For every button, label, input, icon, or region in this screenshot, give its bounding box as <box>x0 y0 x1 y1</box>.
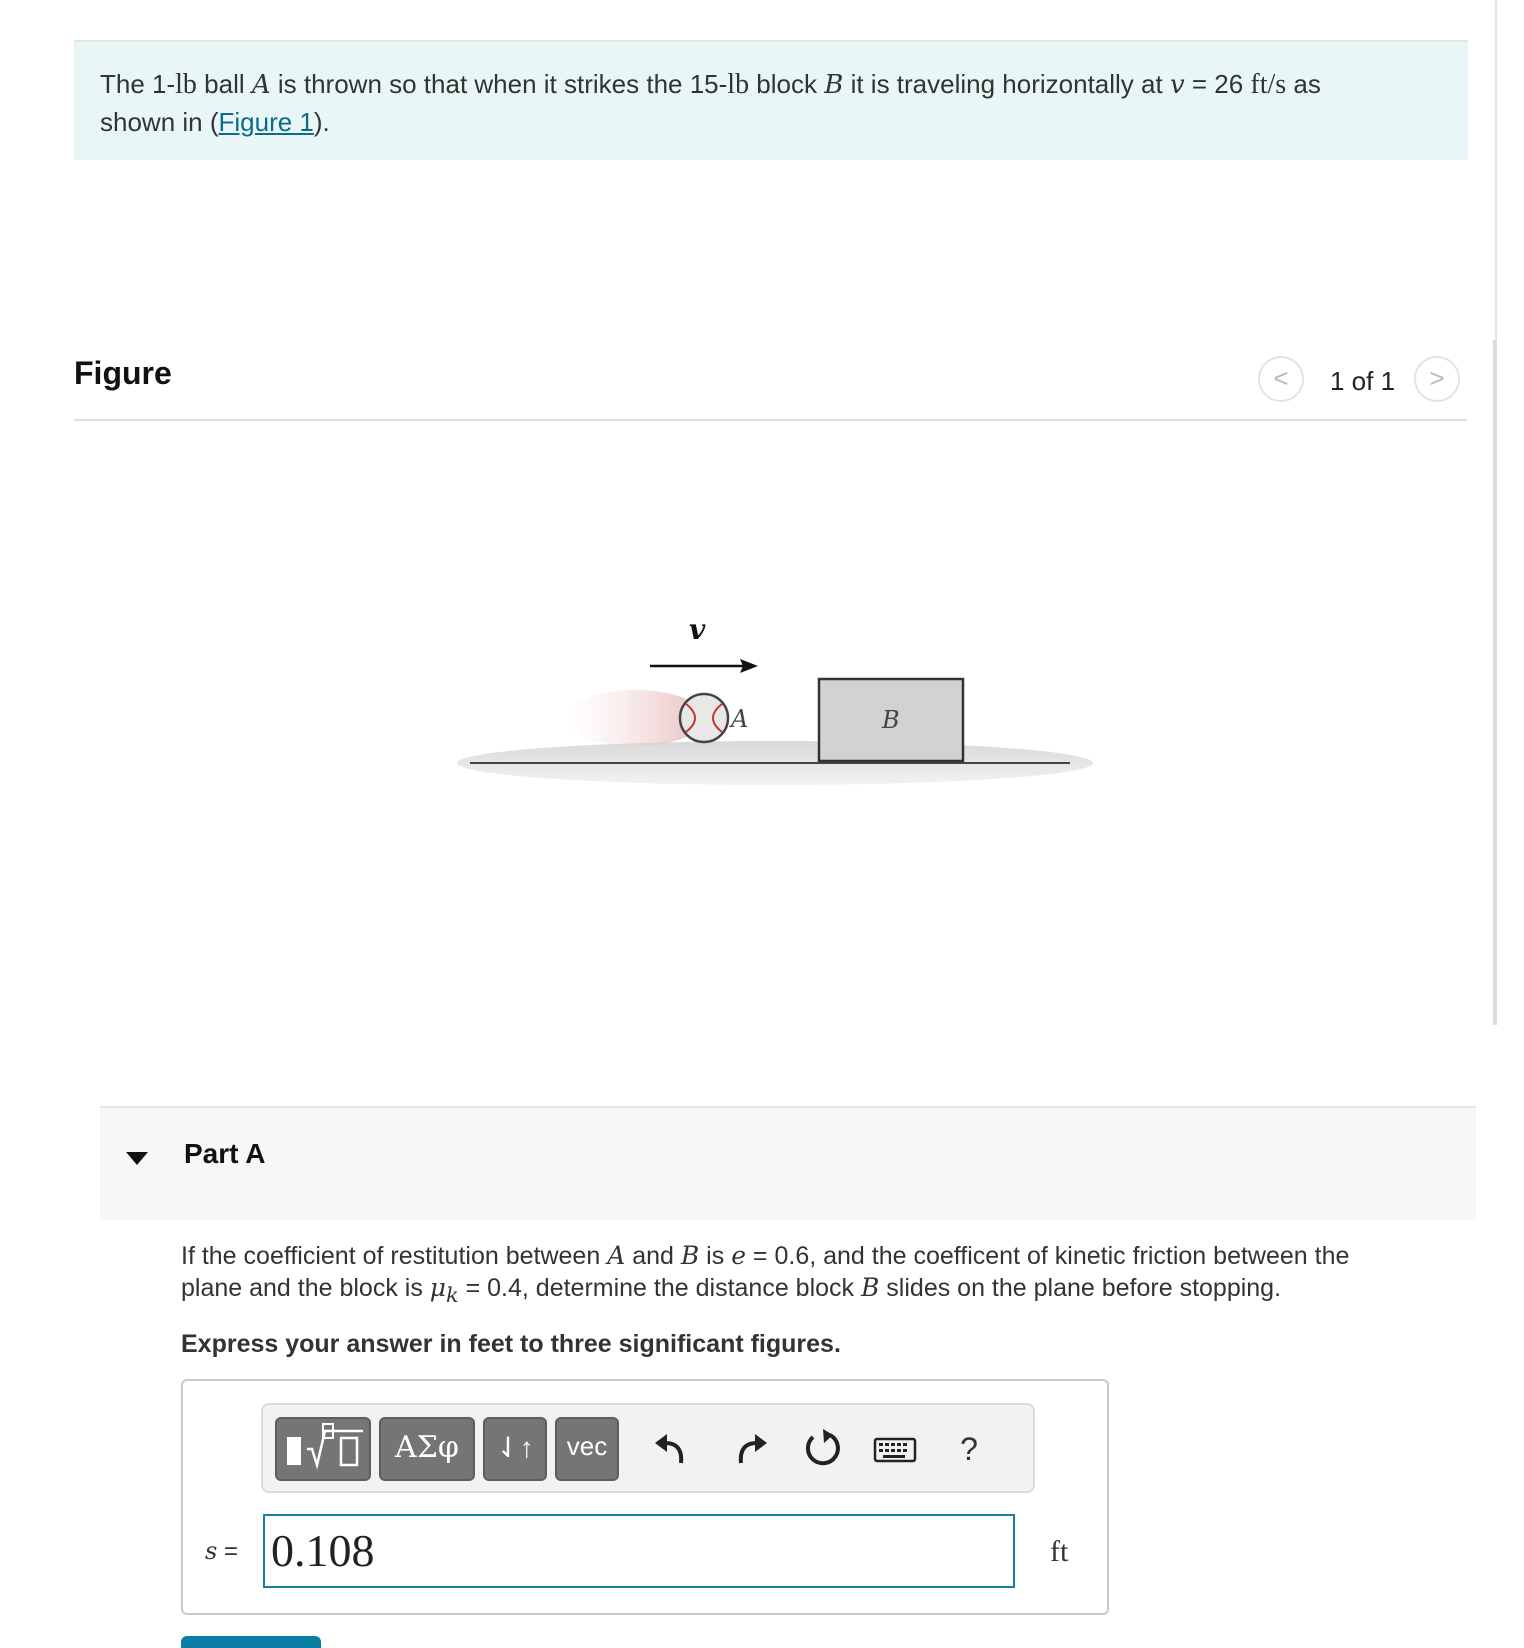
part-a-header[interactable] <box>100 1106 1476 1220</box>
divider <box>74 419 1467 421</box>
problem-intro <box>74 40 1468 160</box>
var-v: v <box>1169 70 1185 100</box>
keyboard-button[interactable] <box>869 1423 921 1475</box>
label-a: A <box>731 705 749 733</box>
var-b: B <box>860 1273 880 1302</box>
unit-lb: lb <box>727 69 750 100</box>
templates-button[interactable] <box>275 1417 371 1481</box>
intro-text: as <box>1286 69 1321 99</box>
prev-figure-button[interactable]: < <box>1258 356 1304 402</box>
var-a: A <box>607 1241 626 1270</box>
var-b: B <box>824 70 844 100</box>
figure-title: Figure <box>74 355 172 391</box>
figure-illustration <box>440 600 1100 820</box>
intro-text: shown in ( <box>100 107 219 137</box>
var-a: A <box>251 70 271 100</box>
question-segment: If the coefficient of restitution between <box>181 1242 608 1270</box>
figure-count: 1 of 1 <box>1330 366 1396 396</box>
intro-text: The 1- <box>100 69 176 99</box>
intro-text: ). <box>313 107 330 137</box>
undo-icon <box>647 1423 699 1475</box>
help-button[interactable]: ? <box>960 1431 978 1467</box>
reset-button[interactable] <box>797 1423 849 1475</box>
unit-speed: ft/s <box>1250 69 1287 100</box>
next-figure-button[interactable]: > <box>1414 356 1460 402</box>
math-toolbar <box>261 1403 1035 1493</box>
figure-link[interactable]: Figure 1 <box>218 107 314 137</box>
question-segment: slides on the plane before stopping. <box>879 1274 1282 1302</box>
question-segment: plane and the block is <box>181 1274 430 1302</box>
greek-symbols-button[interactable]: ΑΣφ <box>379 1417 475 1481</box>
arrows-button[interactable]: ⇃↑ <box>483 1417 547 1481</box>
reset-icon <box>797 1423 849 1475</box>
collapse-caret-icon[interactable] <box>126 1152 148 1165</box>
answer-instruction: Express your answer in feet to three significant figures. <box>181 1330 841 1358</box>
keyboard-icon <box>869 1423 921 1475</box>
templates-icon <box>277 1419 369 1479</box>
intro-text: ball <box>196 69 252 99</box>
intro-text: block <box>749 69 825 99</box>
label-v: v <box>689 613 706 646</box>
undo-button[interactable] <box>647 1423 699 1475</box>
var-s: s <box>205 1537 218 1565</box>
redo-button[interactable] <box>723 1423 775 1475</box>
answer-unit: ft <box>1050 1535 1069 1568</box>
answer-variable-label <box>205 1537 238 1566</box>
var-mu: μ <box>429 1273 447 1302</box>
submit-button[interactable] <box>181 1636 321 1648</box>
label-b: B <box>882 706 900 734</box>
question-segment: = 0.4, determine the distance block <box>458 1274 861 1302</box>
equals-sign: = <box>217 1538 239 1565</box>
figure-pager <box>1258 356 1468 406</box>
ball-a <box>680 694 728 742</box>
question-segment: and <box>625 1242 681 1270</box>
answer-box <box>181 1379 1109 1615</box>
vector-button[interactable]: vec <box>555 1417 619 1481</box>
question-segment: is <box>699 1242 732 1270</box>
scroll-track <box>1495 0 1497 340</box>
scrollbar-thumb[interactable] <box>1493 340 1497 1025</box>
part-a-title: Part A <box>184 1138 266 1169</box>
subscript-k: k <box>446 1283 459 1307</box>
question-segment: = 0.6, and the coefficent of kinetic friction between the <box>745 1242 1350 1270</box>
unit-lb: lb <box>175 69 197 100</box>
var-e: e <box>731 1241 746 1270</box>
var-b: B <box>680 1241 700 1270</box>
intro-text: is thrown so that when it strikes the 15- <box>270 69 728 99</box>
intro-text: it is traveling horizontally at <box>843 69 1170 99</box>
answer-input[interactable]: 0.108 <box>263 1514 1015 1588</box>
redo-icon <box>723 1423 775 1475</box>
question-text <box>181 1240 1431 1311</box>
intro-text: = 26 <box>1184 69 1251 99</box>
